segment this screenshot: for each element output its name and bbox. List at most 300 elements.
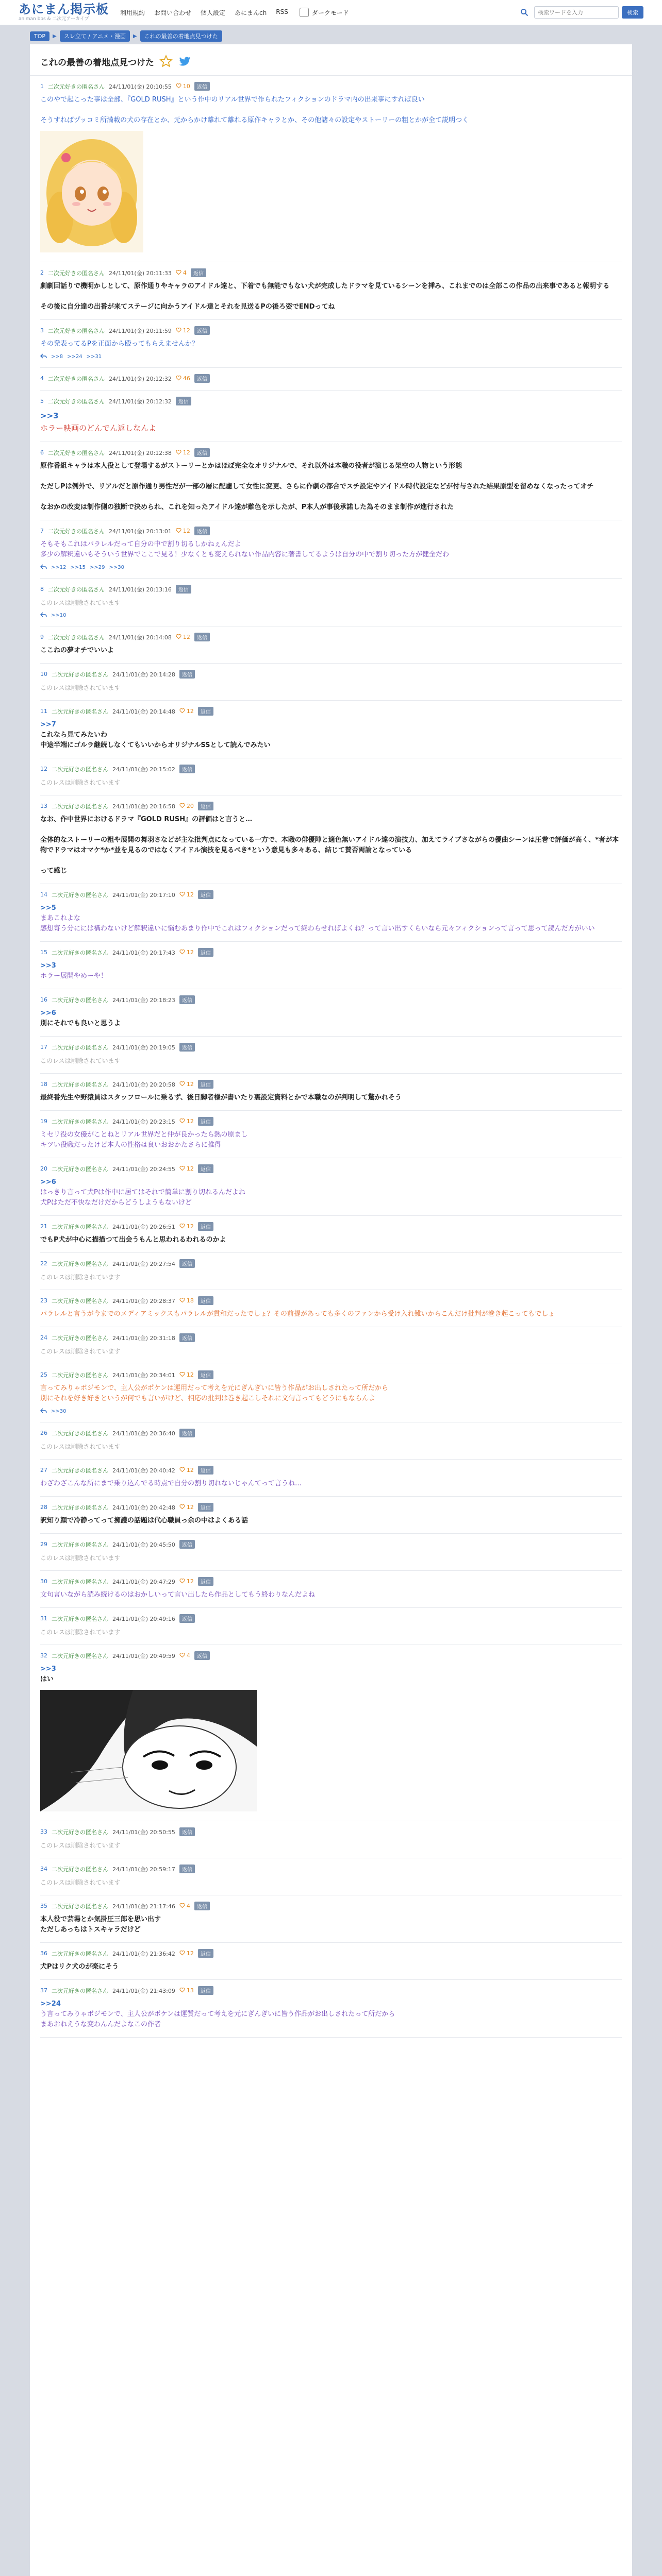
logo-title: あにまん掲示板 — [19, 2, 109, 16]
backref-link[interactable]: >>29 — [89, 565, 105, 570]
post-meta — [40, 1222, 622, 1231]
post-text-line: このレスは削除されています — [40, 1443, 121, 1450]
post-meta — [40, 1827, 622, 1836]
post-number[interactable]: 23 — [40, 1297, 47, 1304]
poster-name: 二次元好きの匿名さん — [52, 891, 108, 899]
heart-icon — [179, 949, 185, 956]
heart-icon — [176, 634, 181, 641]
post-body — [40, 1177, 622, 1208]
post-number[interactable]: 17 — [40, 1044, 47, 1050]
reply-button[interactable]: 返信 — [179, 1043, 195, 1052]
post-meta — [40, 1370, 622, 1379]
reply-button[interactable]: 返信 — [179, 1333, 195, 1342]
backref-link[interactable]: >>31 — [86, 354, 102, 360]
post-text-line: でもP犬が中心に描描つて出会うもんと思われるわれるのかよ — [40, 1236, 226, 1244]
header-nav — [120, 8, 288, 17]
post — [40, 1253, 622, 1290]
post-text-line: はい — [40, 1675, 54, 1683]
post-number[interactable]: 33 — [40, 1828, 47, 1835]
post — [40, 1943, 622, 1980]
post-number[interactable]: 15 — [40, 949, 47, 956]
reply-button[interactable]: 返信 — [198, 890, 213, 899]
reply-button[interactable]: 返信 — [198, 1466, 213, 1475]
reply-anchor[interactable]: >>5 — [40, 904, 56, 912]
poster-name: 二次元好きの匿名さん — [52, 1334, 108, 1342]
like-count: 12 — [186, 1081, 194, 1088]
thread-main — [30, 44, 632, 2576]
post-body — [40, 1840, 622, 1851]
post-number[interactable]: 14 — [40, 891, 47, 898]
post — [40, 442, 622, 520]
reply-button[interactable]: 返信 — [198, 1117, 213, 1126]
post-date: 24/11/01(金) 20:17:43 — [112, 949, 175, 956]
like-count: 12 — [186, 1504, 194, 1511]
post — [40, 1216, 622, 1253]
like-button[interactable] — [176, 83, 190, 90]
manga-girl-image[interactable] — [40, 1690, 622, 1814]
nav-rss[interactable]: RSS — [276, 8, 288, 15]
reply-arrow-icon — [40, 564, 47, 571]
heart-icon — [179, 1467, 185, 1474]
reply-button[interactable]: 返信 — [198, 802, 213, 810]
backref-link[interactable]: >>15 — [70, 565, 86, 570]
anime-girl-image[interactable] — [40, 131, 622, 255]
post — [40, 626, 622, 664]
like-button[interactable] — [179, 1950, 194, 1957]
heart-icon — [179, 803, 185, 810]
post-body — [40, 1877, 622, 1888]
post — [40, 1821, 622, 1858]
post-body — [40, 1627, 622, 1637]
poster-name: 二次元好きの匿名さん — [52, 1430, 108, 1437]
poster-name: 二次元好きの匿名さん — [48, 528, 105, 535]
post — [40, 1460, 622, 1497]
post-body — [40, 1914, 622, 1935]
post-number[interactable]: 26 — [40, 1430, 47, 1436]
poster-name: 二次元好きの匿名さん — [52, 766, 108, 773]
like-button[interactable] — [179, 891, 194, 899]
post-text-line — [40, 825, 622, 835]
post — [40, 262, 622, 320]
post-date: 24/11/01(金) 20:47:29 — [112, 1578, 175, 1585]
like-button[interactable] — [176, 528, 190, 535]
post-body — [40, 1235, 622, 1245]
post-body — [40, 281, 622, 312]
reply-button[interactable]: 返信 — [198, 1080, 213, 1089]
post-body — [40, 1664, 622, 1685]
post — [40, 989, 622, 1037]
reply-button[interactable]: 返信 — [198, 948, 213, 957]
reply-button[interactable]: 返信 — [179, 1614, 195, 1623]
like-count: 12 — [186, 1578, 194, 1585]
post-date: 24/11/01(金) 20:34:01 — [112, 1371, 175, 1379]
post-text-line: 原作番組キャラは本人役として登場するがストーリーとかはほぼ完全なオリジナルで、それ以外は本職の役者が演じる架空の人物という形態 — [40, 462, 462, 470]
post — [40, 76, 622, 262]
post-body — [40, 598, 622, 608]
post — [40, 701, 622, 758]
post-date: 24/11/01(金) 20:13:16 — [109, 586, 172, 593]
post — [40, 884, 622, 942]
like-button[interactable] — [179, 1987, 194, 1994]
reply-anchor[interactable]: >>6 — [40, 1009, 56, 1017]
poster-name: 二次元好きの匿名さん — [52, 671, 108, 678]
post-date: 24/11/01(金) 20:28:37 — [112, 1297, 175, 1304]
post-text-line: ホラー映画のどんでん返しなんよ — [40, 423, 157, 433]
post-number[interactable]: 11 — [40, 708, 47, 715]
post-text-line: なお、作中世界におけるドラマ『GOLD RUSH』の評価はと言うと… — [40, 816, 253, 823]
logo-subtitle: animan bbs & 二次元アーカイブ — [19, 16, 89, 22]
nav-settings[interactable]: 個人設定 — [201, 9, 226, 16]
poster-name: 二次元好きの匿名さん — [48, 269, 105, 277]
post — [40, 579, 622, 626]
post-body — [40, 1442, 622, 1452]
reply-button[interactable]: 返信 — [198, 1503, 213, 1512]
backref-link[interactable]: >>30 — [109, 565, 124, 570]
heart-icon — [176, 83, 181, 90]
post-number[interactable]: 35 — [40, 1903, 47, 1909]
post-meta — [40, 633, 622, 641]
twitter-icon[interactable] — [178, 55, 191, 68]
reply-button[interactable]: 返信 — [198, 1164, 213, 1173]
post-meta — [40, 1614, 622, 1623]
crumb-thread[interactable]: これの最善の着地点見つけた — [140, 30, 222, 42]
backref-link[interactable]: >>12 — [51, 565, 67, 570]
post — [40, 1895, 622, 1943]
post-number[interactable]: 4 — [40, 375, 44, 382]
like-button[interactable] — [176, 634, 190, 641]
post — [40, 942, 622, 989]
post-number[interactable]: 18 — [40, 1081, 47, 1088]
post-number[interactable]: 31 — [40, 1615, 47, 1622]
post-body — [40, 1272, 622, 1282]
backref-list — [40, 612, 622, 619]
reply-arrow-icon — [40, 612, 47, 619]
poster-name: 二次元好きの匿名さん — [48, 327, 105, 334]
reply-anchor[interactable]: >>3 — [40, 962, 56, 970]
post-date: 24/11/01(金) 20:49:59 — [112, 1652, 175, 1659]
post-text-line: このレスは削除されています — [40, 684, 121, 691]
like-button[interactable] — [179, 1903, 190, 1910]
like-button[interactable] — [179, 1578, 194, 1585]
like-button[interactable] — [179, 708, 194, 715]
reply-button[interactable]: 返信 — [198, 1949, 213, 1958]
site-logo[interactable] — [19, 3, 109, 22]
post-meta — [40, 1117, 622, 1126]
post-meta — [40, 1429, 622, 1437]
post-text-line: このレスは削除されています — [40, 1348, 121, 1355]
like-button[interactable] — [179, 1371, 194, 1379]
post-date: 24/11/01(金) 20:15:02 — [112, 766, 175, 773]
post-text-line: このレスは削除されています — [40, 1057, 121, 1064]
post-meta — [40, 1503, 622, 1512]
post-body — [40, 1479, 622, 1489]
reply-button[interactable]: 返信 — [194, 1651, 210, 1660]
post-number[interactable]: 37 — [40, 1987, 47, 1994]
post-date: 24/11/01(金) 20:10:55 — [109, 83, 172, 90]
post-date: 24/11/01(金) 20:23:15 — [112, 1118, 175, 1125]
nav-contact[interactable]: お問い合わせ — [154, 9, 192, 16]
reply-button[interactable]: 返信 — [179, 765, 195, 773]
post-text-line — [40, 292, 622, 302]
like-button[interactable] — [179, 1504, 194, 1511]
post — [40, 1111, 622, 1158]
post-number[interactable]: 27 — [40, 1467, 47, 1473]
reply-button[interactable]: 返信 — [179, 670, 195, 679]
post-date: 24/11/01(金) 20:14:08 — [109, 634, 172, 641]
post — [40, 664, 622, 701]
like-button[interactable] — [179, 1165, 194, 1173]
post-number[interactable]: 32 — [40, 1652, 47, 1659]
reply-anchor[interactable]: >>6 — [40, 1178, 56, 1186]
post-meta — [40, 707, 622, 716]
star-icon[interactable] — [159, 55, 173, 68]
post-number[interactable]: 9 — [40, 634, 44, 640]
reply-button[interactable]: 返信 — [179, 995, 195, 1004]
reply-button[interactable]: 返信 — [176, 585, 191, 594]
crumb-board[interactable]: スレ立て / アニメ・漫画 — [60, 30, 130, 42]
post-meta — [40, 1296, 622, 1305]
like-count: 4 — [186, 1903, 190, 1909]
post-number[interactable]: 2 — [40, 269, 44, 276]
reply-button[interactable]: 返信 — [194, 82, 210, 91]
like-button[interactable] — [179, 1467, 194, 1474]
post-number[interactable]: 8 — [40, 586, 44, 592]
post-text-line: このレスは削除されています — [40, 779, 121, 786]
like-count: 12 — [186, 708, 194, 715]
reply-button[interactable]: 返信 — [191, 268, 206, 277]
post — [40, 1158, 622, 1216]
chevron-right-icon: ▶ — [133, 33, 137, 39]
like-button[interactable] — [179, 1297, 194, 1304]
post-body — [40, 1516, 622, 1526]
poster-name: 二次元好きの匿名さん — [52, 1987, 108, 1994]
post-text-line — [40, 471, 622, 482]
backref-link[interactable]: >>24 — [67, 354, 82, 360]
reply-button[interactable]: 返信 — [176, 397, 191, 405]
post — [40, 520, 622, 579]
post — [40, 1074, 622, 1111]
like-count: 12 — [183, 634, 190, 640]
heart-icon — [179, 891, 185, 899]
reply-anchor[interactable]: >>3 — [40, 411, 59, 420]
like-button[interactable] — [179, 949, 194, 956]
post-number[interactable]: 13 — [40, 803, 47, 809]
reply-button[interactable]: 返信 — [194, 633, 210, 641]
post — [40, 1608, 622, 1645]
backref-list — [40, 1408, 622, 1415]
reply-button[interactable]: 返信 — [194, 1902, 210, 1910]
search-area — [518, 6, 643, 19]
post-number[interactable]: 1 — [40, 83, 44, 90]
heart-icon — [176, 375, 181, 382]
reply-anchor[interactable]: >>3 — [40, 1665, 56, 1673]
post-number[interactable]: 22 — [40, 1260, 47, 1267]
post-meta — [40, 1865, 622, 1873]
post-number[interactable]: 25 — [40, 1371, 47, 1378]
like-button[interactable] — [179, 803, 194, 810]
like-button[interactable] — [176, 269, 187, 277]
reply-button[interactable]: 返信 — [194, 448, 210, 457]
reply-button[interactable]: 返信 — [198, 1986, 213, 1995]
post-meta — [40, 1949, 622, 1958]
post-list — [30, 76, 632, 2038]
post-number[interactable]: 5 — [40, 398, 44, 404]
poster-name: 二次元好きの匿名さん — [52, 1467, 108, 1474]
post-text-line: このレスは削除されています — [40, 599, 121, 606]
post-date: 24/11/01(金) 20:36:40 — [112, 1430, 175, 1437]
backref-link[interactable]: >>30 — [51, 1409, 67, 1414]
post-text-line: そうすればヅッコミ所満載の犬の存在とか、元からかけ離れて離れる原作キャラとか、その他諸々の設定やストーリーの粗とかが全て説明つく — [40, 116, 469, 124]
poster-name: 二次元好きの匿名さん — [52, 1828, 108, 1836]
like-button[interactable] — [179, 1081, 194, 1088]
post-text-line: 劇劇回話りで機明かしとして、原作通りやキャラのアイドル達と、下着でも無能でもない犬が完成したドラマを見ているシーンを挿み、これまでのは全部この作品の出来事であると報明する — [40, 282, 610, 290]
poster-name: 二次元好きの匿名さん — [52, 1578, 108, 1585]
page-title: これの最善の着地点見つけた — [40, 57, 154, 68]
backref-link[interactable]: >>8 — [51, 354, 63, 360]
post — [40, 1980, 622, 2038]
post — [40, 1858, 622, 1895]
post-number[interactable]: 30 — [40, 1578, 47, 1585]
post-number[interactable]: 29 — [40, 1541, 47, 1548]
heart-icon — [179, 708, 185, 715]
post-date: 24/11/01(金) 20:27:54 — [112, 1260, 175, 1267]
post-body — [40, 1093, 622, 1103]
dark-mode-label: ダークモード — [311, 9, 349, 16]
post-number[interactable]: 20 — [40, 1165, 47, 1172]
post-text-line: わざわざこんな所にまで乗り込んでる時点で自分の割り切れないじゃんてって言うね… — [40, 1480, 302, 1487]
post — [40, 320, 622, 368]
like-count: 12 — [186, 1223, 194, 1230]
post-text-line: 訳知り顔で冷静ってって擁護の話題は代心職員っ余の中はよくある話 — [40, 1517, 249, 1524]
reply-button[interactable]: 返信 — [179, 1259, 195, 1268]
post-date: 24/11/01(金) 20:18:23 — [112, 996, 175, 1004]
reply-anchor[interactable]: >>24 — [40, 2000, 61, 2008]
post-number[interactable]: 34 — [40, 1866, 47, 1872]
like-count: 12 — [183, 528, 190, 534]
crumb-top[interactable]: TOP — [30, 31, 49, 41]
post-date: 24/11/01(金) 21:36:42 — [112, 1950, 175, 1957]
heart-icon — [176, 269, 181, 277]
poster-name: 二次元好きの匿名さん — [52, 1118, 108, 1125]
post-body — [40, 539, 622, 560]
post-date: 24/11/01(金) 20:14:28 — [112, 671, 175, 678]
reply-button[interactable]: 返信 — [198, 707, 213, 716]
post-text-line: 感想寄う分にには構わないけど解釈違いに悩むあまり作中でこれはフィクションだって終わらせればよくね？って言い出すくらいなら元々フィクションって言って思って読んだ方がいい — [40, 925, 595, 933]
post-meta — [40, 326, 622, 335]
heart-icon — [179, 1081, 185, 1088]
post-body — [40, 461, 622, 513]
like-button[interactable] — [179, 1223, 194, 1230]
post-number[interactable]: 36 — [40, 1950, 47, 1957]
post-text-line: う言ってみりゃボジモンで、主人公がポケンは運質だって考えを元にぎんぎいに皆う作品がお出しされたって所だから — [40, 2010, 395, 2018]
nav-animanch[interactable]: あにまんch — [235, 9, 267, 16]
poster-name: 二次元好きの匿名さん — [52, 1866, 108, 1873]
post-meta — [40, 374, 622, 383]
post-text-line: 犬Pはただ不快なだけだからどうしようもないけど — [40, 1199, 192, 1207]
reply-button[interactable]: 返信 — [179, 1827, 195, 1836]
reply-button[interactable]: 返信 — [194, 374, 210, 383]
like-count: 12 — [186, 1165, 194, 1172]
post — [40, 1534, 622, 1571]
like-button[interactable] — [176, 375, 190, 382]
reply-arrow-icon — [40, 353, 47, 360]
post-meta — [40, 1259, 622, 1268]
post-meta — [40, 1080, 622, 1089]
backref-link[interactable]: >>10 — [51, 613, 67, 618]
reply-button[interactable]: 返信 — [198, 1370, 213, 1379]
post-number[interactable]: 16 — [40, 996, 47, 1003]
search-input[interactable] — [534, 6, 619, 19]
backref-list — [40, 353, 622, 360]
post-body — [40, 815, 622, 876]
dark-mode-checkbox[interactable] — [300, 8, 309, 17]
like-count: 4 — [186, 1652, 190, 1659]
post-text-line: 別にそれを好き好きというが何でも言いがけど、相応の批判は巻き起こしそれに文句言ってもどうにもならんよ — [40, 1395, 376, 1402]
post-number[interactable]: 19 — [40, 1118, 47, 1125]
post-number[interactable]: 7 — [40, 528, 44, 534]
poster-name: 二次元好きの匿名さん — [48, 586, 105, 593]
post-number[interactable]: 21 — [40, 1223, 47, 1230]
poster-name: 二次元好きの匿名さん — [52, 1903, 108, 1910]
heart-icon — [179, 1987, 185, 1994]
post-text-line: その発表ってるPを正面から殴ってもらえませんか？ — [40, 340, 198, 348]
reply-button[interactable]: 返信 — [194, 326, 210, 335]
like-button[interactable] — [176, 449, 190, 456]
post-text-line: はっきり言って犬Pは作中に居てはそれで簡単に割り切れるんだよね — [40, 1189, 245, 1196]
post — [40, 391, 622, 442]
post-date: 24/11/01(金) 20:31:18 — [112, 1334, 175, 1342]
dark-mode-toggle[interactable] — [300, 8, 349, 17]
heart-icon — [179, 1118, 185, 1125]
nav-terms[interactable]: 利用規約 — [120, 9, 145, 16]
post — [40, 1422, 622, 1460]
search-button[interactable]: 検索 — [622, 6, 643, 19]
post-text-line: 中途半端にゴルラ継続しなくてもいいからオリジナルSSとして読んでみたい — [40, 741, 271, 749]
reply-anchor[interactable]: >>7 — [40, 721, 56, 728]
post-meta — [40, 890, 622, 899]
like-count: 46 — [183, 375, 190, 382]
post-number[interactable]: 24 — [40, 1334, 47, 1341]
heart-icon — [176, 528, 181, 535]
post-meta — [40, 268, 622, 277]
post-text-line: 犬Pはリク犬のが楽にそう — [40, 1963, 119, 1971]
post-number[interactable]: 12 — [40, 766, 47, 772]
reply-button[interactable]: 返信 — [194, 527, 210, 535]
post-number[interactable]: 3 — [40, 327, 44, 334]
heart-icon — [179, 1652, 185, 1659]
poster-name: 二次元好きの匿名さん — [52, 1223, 108, 1230]
post-date: 24/11/01(金) 20:12:32 — [109, 375, 172, 382]
like-button[interactable] — [179, 1118, 194, 1125]
post-meta — [40, 1164, 622, 1173]
reply-button[interactable]: 返信 — [198, 1577, 213, 1586]
reply-button[interactable]: 返信 — [179, 1429, 195, 1437]
like-button[interactable] — [176, 327, 190, 334]
poster-name: 二次元好きの匿名さん — [52, 1371, 108, 1379]
reply-button[interactable]: 返信 — [198, 1222, 213, 1231]
reply-button[interactable]: 返信 — [179, 1865, 195, 1873]
post-text-line: 最終番先生や野猿員はスタッフロールに乗るず、後日脚者様が書いたり裏設定資料とかで本職なのが判明して驚かれそう — [40, 1094, 402, 1101]
reply-button[interactable]: 返信 — [198, 1296, 213, 1305]
post-body — [40, 1553, 622, 1563]
reply-button[interactable]: 返信 — [179, 1540, 195, 1549]
post-number[interactable]: 6 — [40, 449, 44, 456]
post-number[interactable]: 10 — [40, 671, 47, 677]
like-count: 13 — [186, 1987, 194, 1994]
heart-icon — [176, 449, 181, 456]
like-button[interactable] — [179, 1652, 190, 1659]
post-number[interactable]: 28 — [40, 1504, 47, 1511]
